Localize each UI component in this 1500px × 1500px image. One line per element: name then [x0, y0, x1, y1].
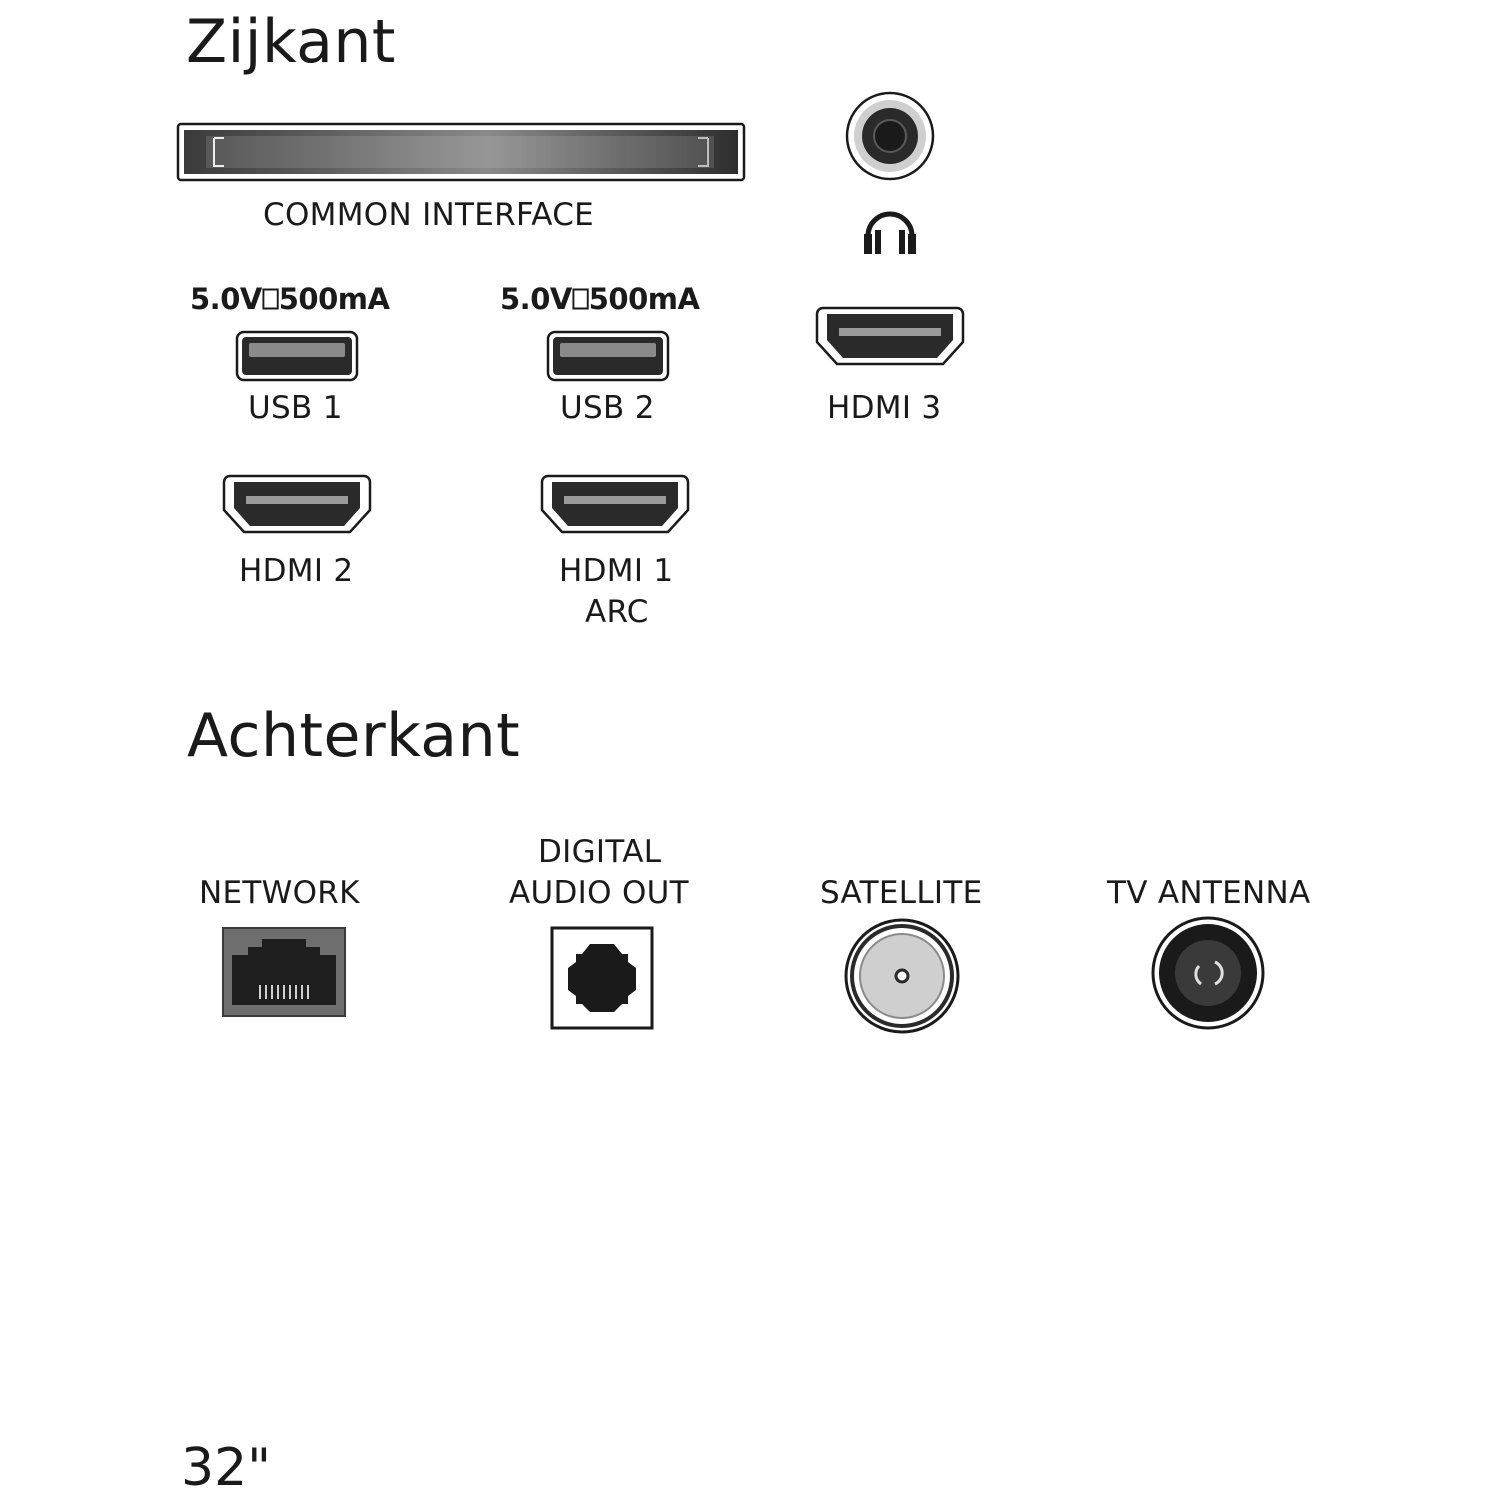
tv-antenna-label: TV ANTENNA [1107, 875, 1311, 911]
network-label: NETWORK [199, 875, 360, 911]
usb1-port [235, 330, 361, 382]
satellite-port [842, 916, 962, 1036]
usb2-port [546, 330, 672, 382]
hdmi1-arc-label: ARC [585, 594, 649, 630]
tv-antenna-port [1149, 914, 1267, 1032]
back-heading: Achterkant [187, 701, 521, 771]
screen-size-label: 32" [181, 1438, 272, 1498]
satellite-label: SATELLITE [820, 875, 983, 911]
hdmi3-port [815, 306, 965, 368]
digital-audio-out-port [550, 926, 656, 1032]
usb2-spec: 5.0V⎕500mA [500, 282, 700, 316]
hdmi1-port [540, 474, 690, 536]
usb1-label: USB 1 [248, 390, 343, 426]
hdmi2-port [222, 474, 372, 536]
hdmi3-label: HDMI 3 [827, 390, 942, 426]
common-interface-label: COMMON INTERFACE [263, 197, 595, 233]
digital-audio-label-1: DIGITAL [538, 834, 662, 870]
usb2-label: USB 2 [560, 390, 655, 426]
common-interface-slot [176, 122, 748, 184]
usb1-spec: 5.0V⎕500mA [190, 282, 390, 316]
network-port [222, 927, 346, 1017]
headphone-jack [844, 90, 936, 182]
hdmi2-label: HDMI 2 [239, 553, 354, 589]
digital-audio-label-2: AUDIO OUT [509, 875, 689, 911]
hdmi1-label: HDMI 1 [559, 553, 674, 589]
headphones-icon [860, 200, 920, 256]
side-heading: Zijkant [186, 7, 396, 77]
